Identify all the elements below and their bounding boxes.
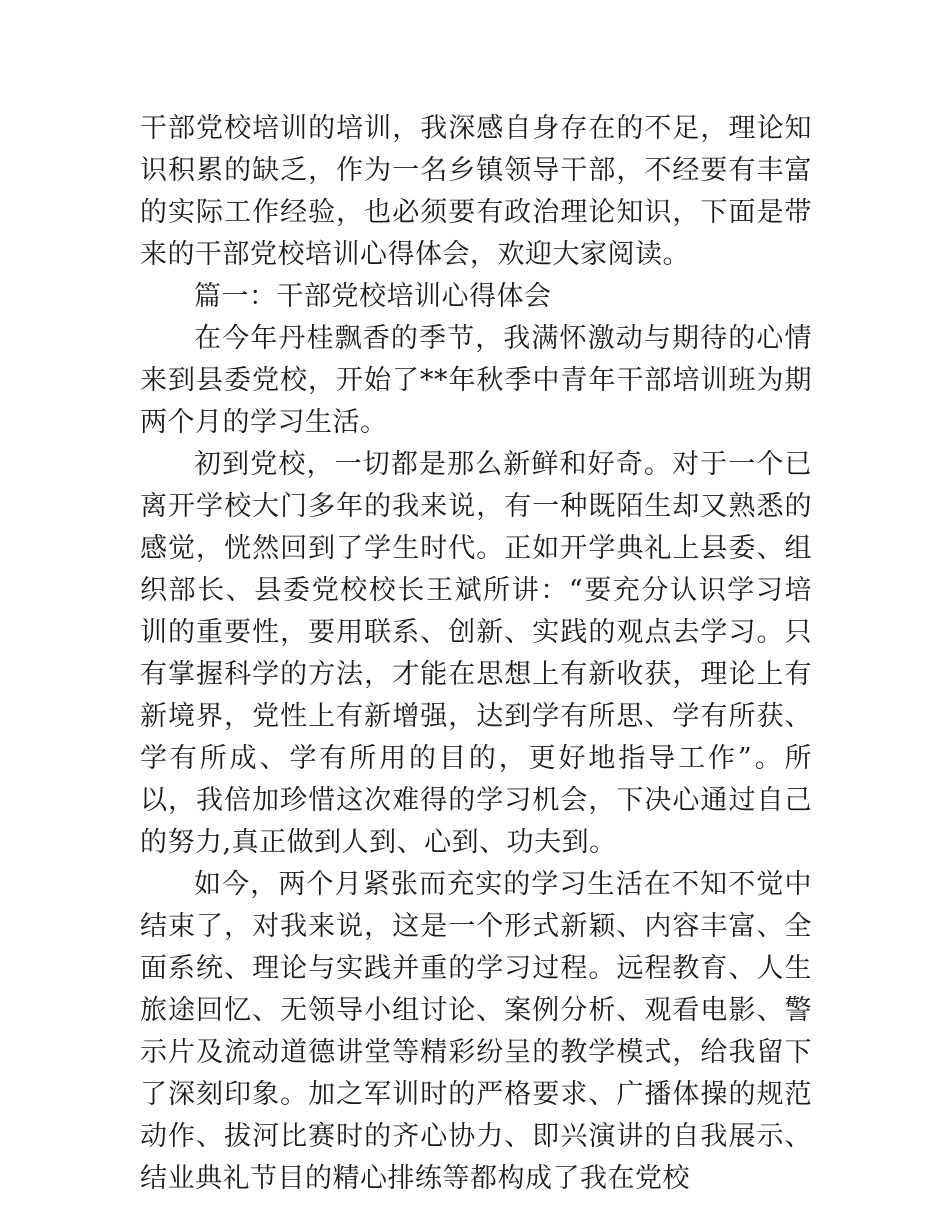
intro-paragraph: 干部党校培训的培训，我深感自身存在的不足，理论知识积累的缺乏，作为一名乡镇领导干部，不经要有丰富的实际工作经验，也必须要有政治理论知识，下面是带来的干部党校培训心得体会，欢迎大家阅读。 — [140, 113, 812, 270]
document-body — [140, 108, 812, 1200]
body-paragraph: 在今年丹桂飘香的季节，我满怀激动与期待的心情来到县委党校，开始了**年秋季中青年干部培训班为期两个月的学习生活。 — [140, 323, 812, 438]
body-paragraph: 如今，两个月紧张而充实的学习生活在不知不觉中结束了，对我来说，这是一个形式新颖、内容丰富、全面系统、理论与实践并重的学习过程。远程教育、人生旅途回忆、无领导小组讨论、案例分析、观看电影、警示片及流动道德讲堂等精彩纷呈的教学模式，给我留下了深刻印象。加之军训时的严格要求、广播体操的规范动作、拔河比赛时的齐心协力、即兴演讲的自我展示、结业典礼节目的精心排练等都构成了我在党校 — [140, 869, 812, 1194]
body-paragraph: 初到党校，一切都是那么新鲜和好奇。对于一个已离开学校大门多年的我来说，有一种既陌生却又熟悉的感觉，恍然回到了学生时代。正如开学典礼上县委、组织部长、县委党校校长王斌所讲：“要充分认识学习培训的重要性，要用联系、创新、实践的观点去学习。只有掌握科学的方法，才能在思想上有新收获，理论上有新境界，党性上有新增强，达到学有所思、学有所获、学有所成、学有所用的目的，更好地指导工作”。所以，我倍加珍惜这次难得的学习机会，下决心通过自己的努力,真正做到人到、心到、功夫到。 — [140, 449, 812, 858]
section-heading: 篇一：干部党校培训心得体会 — [194, 281, 552, 312]
